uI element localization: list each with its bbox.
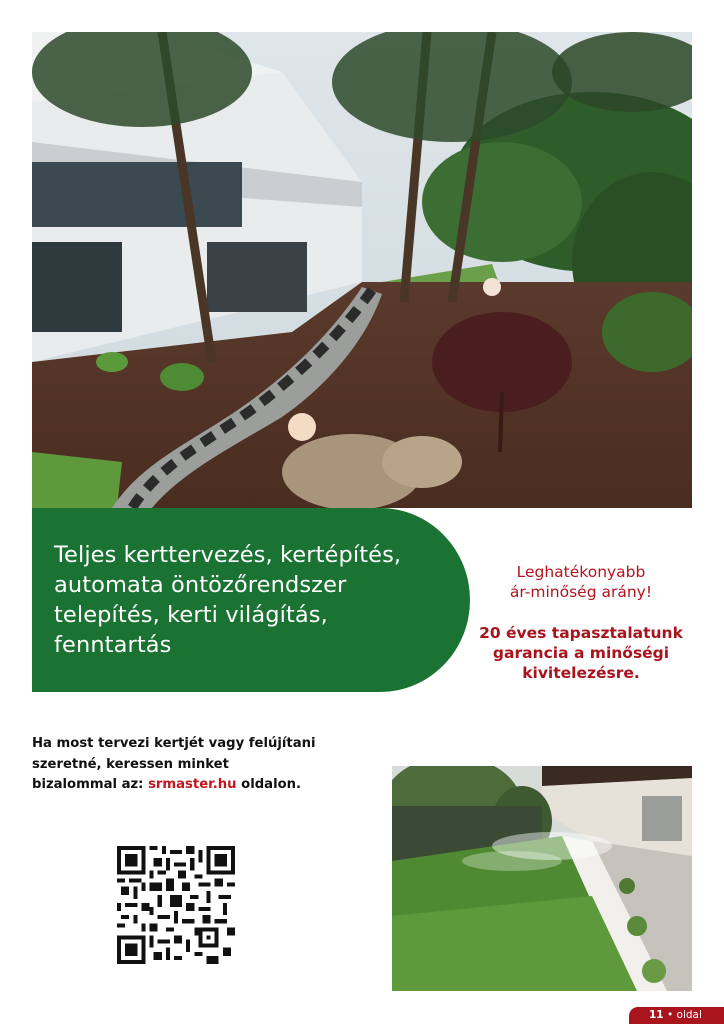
tagline-line-2: ár-minőség arány! (509, 583, 653, 601)
value-proposition (470, 562, 692, 683)
sprinkler-lawn-photo (392, 766, 692, 991)
cta-prefix: bizalommal az: (32, 777, 149, 792)
headline-line-2: automata öntözőrendszer (54, 572, 347, 598)
website-link[interactable]: srmaster.hu (148, 777, 237, 792)
cta-suffix: oldalon. (236, 777, 302, 792)
experience-line-2: garancia a minőségi (492, 644, 670, 662)
experience-line-3: kivitelezésre. (522, 664, 640, 682)
call-to-action (32, 734, 362, 796)
experience-line-1: 20 éves tapasztalatunk (479, 624, 683, 642)
experience-statement (470, 623, 692, 683)
qr-code[interactable] (117, 846, 235, 964)
cta-line-2: szeretné, keressen minket (32, 756, 229, 772)
headline-line-1: Teljes kerttervezés, kertépítés, (54, 542, 402, 568)
headline-panel (32, 508, 470, 692)
cta-line-1: Ha most tervezi kertjét vagy felújítani (32, 736, 316, 751)
cta-line-3 (32, 775, 362, 796)
page-separator: • (666, 1009, 674, 1021)
page-word: oldal (676, 1009, 702, 1021)
headline-line-4: fenntartás (54, 632, 172, 658)
headline-line-3: telepítés, kerti világítás, (54, 602, 328, 628)
page-number: 11 (649, 1009, 664, 1021)
page-number-tab (629, 1007, 724, 1024)
tagline-line-1: Leghatékonyabb (516, 563, 646, 581)
hero-garden-photo (32, 32, 692, 508)
